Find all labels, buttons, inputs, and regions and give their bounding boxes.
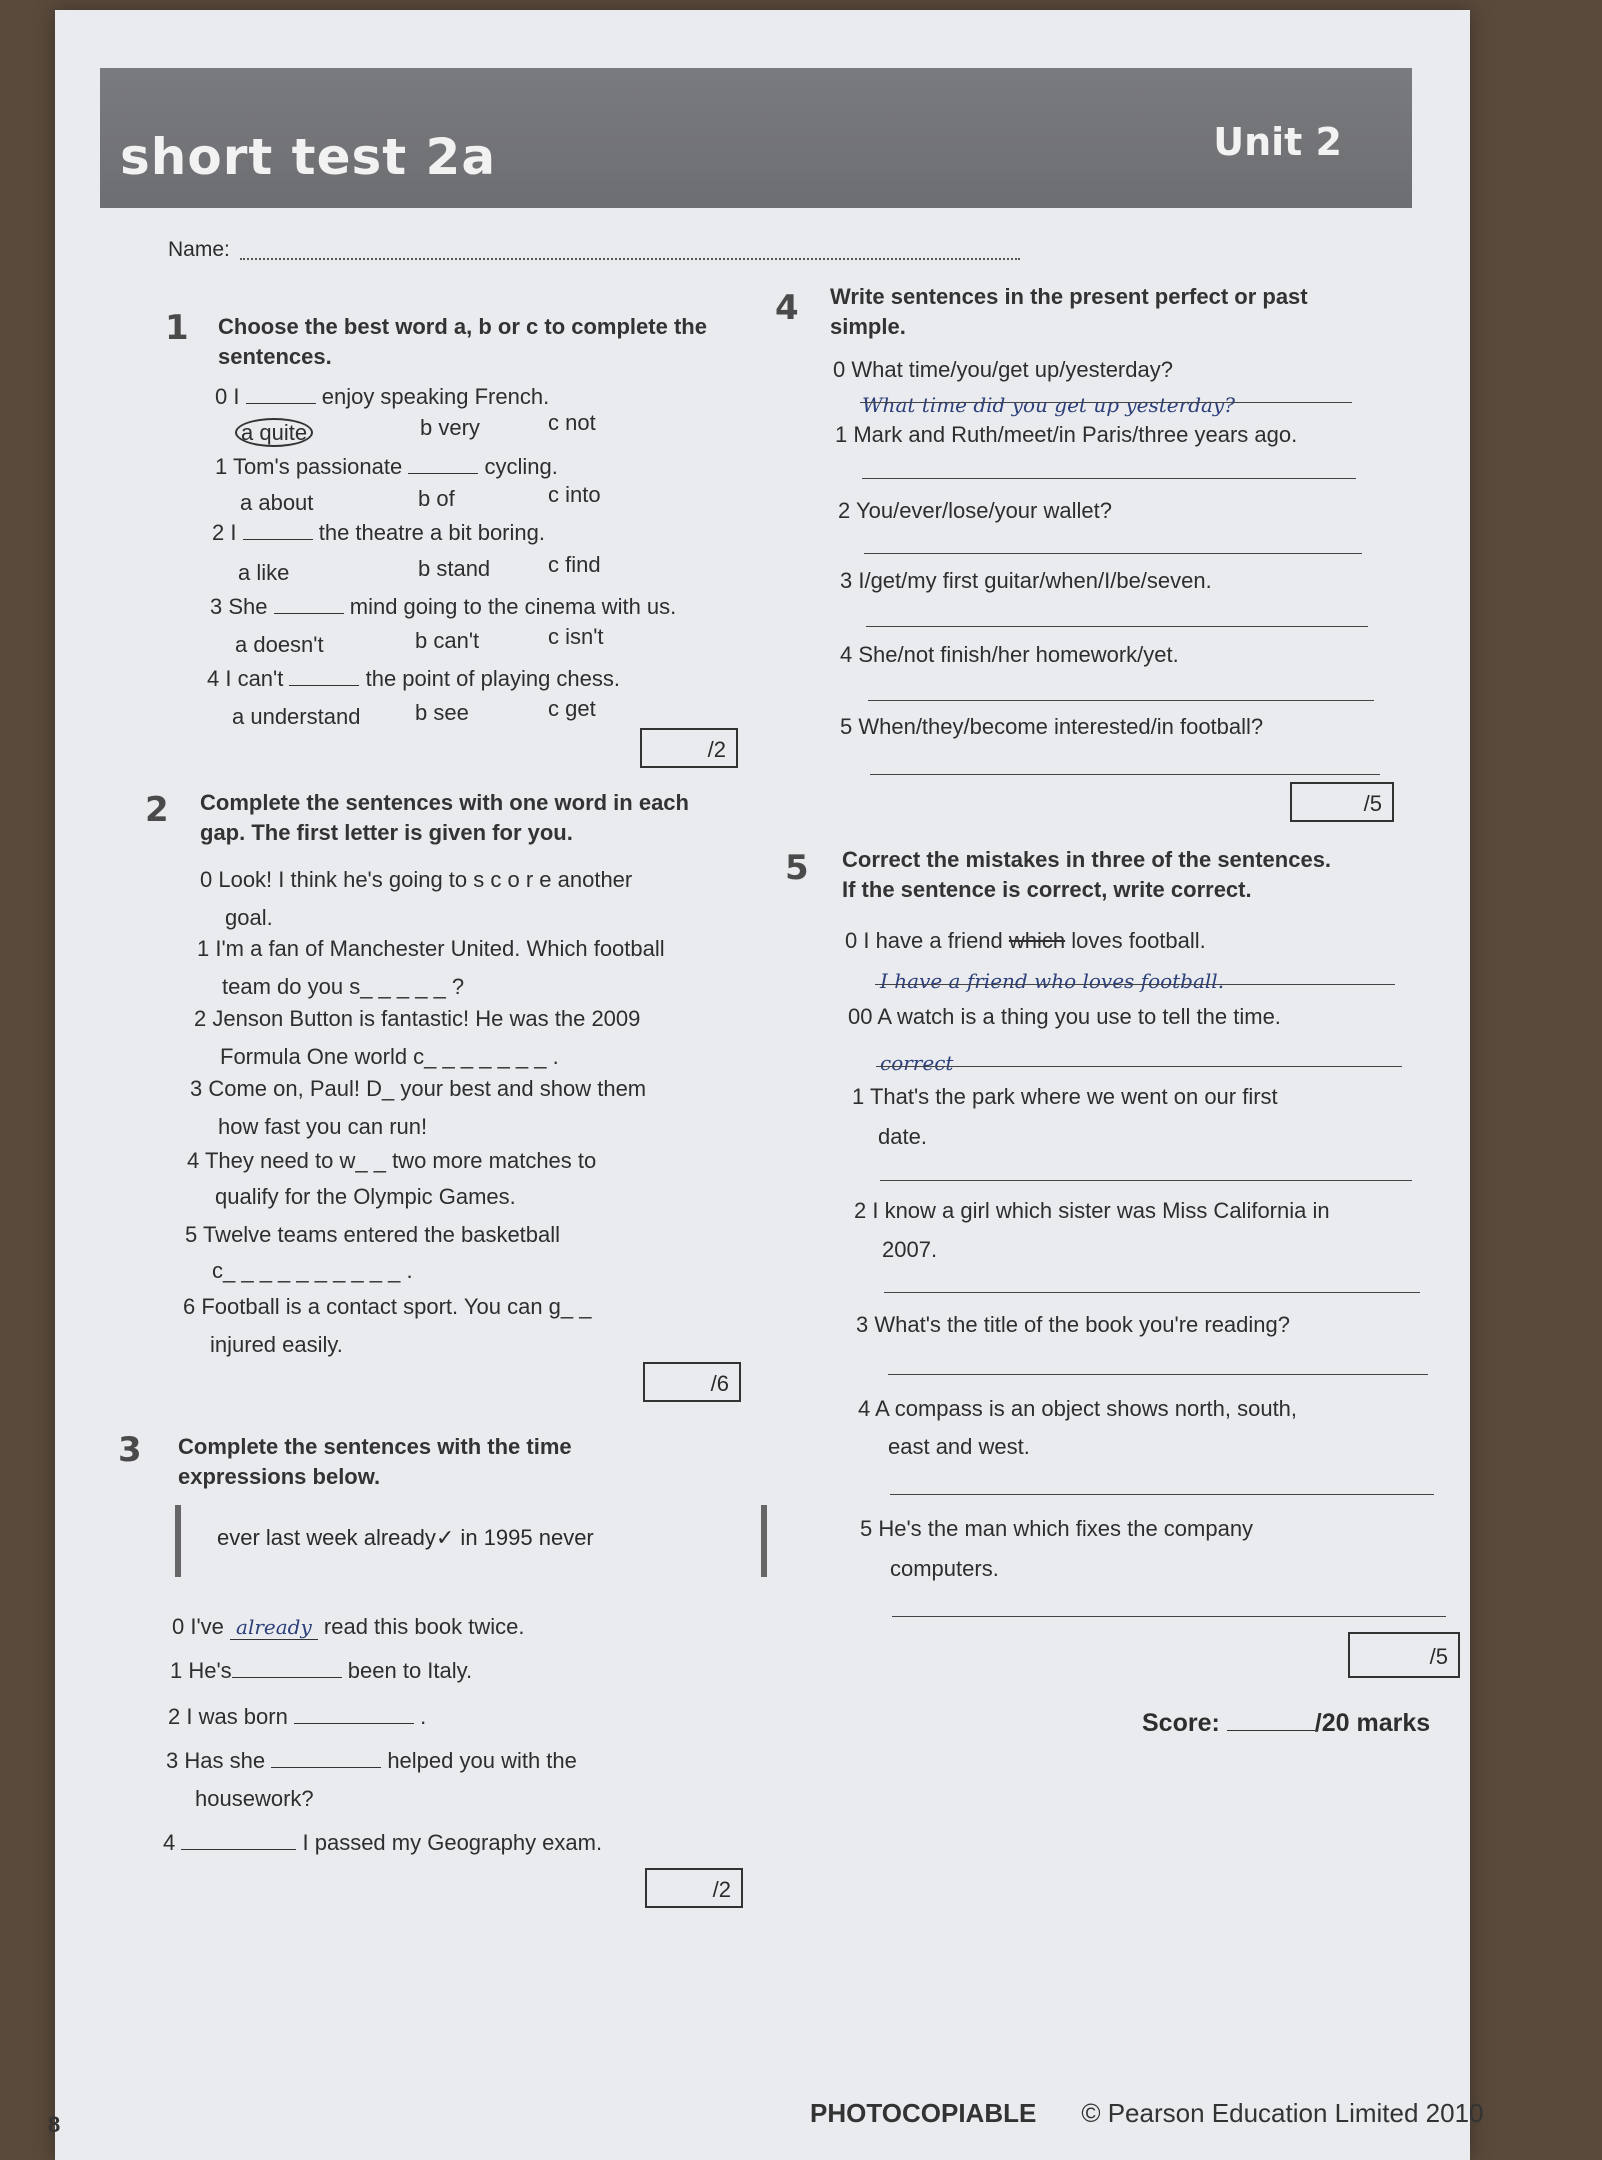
s1-item-2: 2 I the theatre a bit boring. bbox=[212, 520, 545, 545]
s4-answer-line-4[interactable] bbox=[868, 700, 1374, 701]
blank[interactable] bbox=[181, 1831, 296, 1850]
s2-line-8: 4 They need to w_ _ two more matches to bbox=[187, 1148, 597, 1173]
s4-item-0-answer: What time did you get up yesterday? bbox=[862, 393, 1235, 417]
s5-answer-line-5[interactable] bbox=[892, 1616, 1446, 1617]
word-bank-box bbox=[175, 1505, 767, 1577]
s4-item-2: 2 You/ever/lose/your wallet? bbox=[838, 498, 1112, 523]
s1-item-1-b[interactable]: b of bbox=[418, 486, 455, 511]
s5-example-00-answer: correct bbox=[880, 1051, 954, 1075]
section-2-number: 2 bbox=[145, 790, 169, 830]
blank[interactable] bbox=[274, 595, 344, 614]
blank[interactable] bbox=[246, 385, 316, 404]
name-label: Name: bbox=[168, 238, 230, 261]
s3-item-0: 0 I've already read this book twice. bbox=[172, 1614, 525, 1639]
section-4-heading: Write sentences in the present perfect or past simple. bbox=[830, 284, 1308, 339]
s1-item-0: 0 I enjoy speaking French. bbox=[215, 384, 550, 409]
s1-item-0-c[interactable]: c not bbox=[548, 410, 596, 435]
total-score-blank[interactable] bbox=[1227, 1712, 1315, 1731]
s1-item-1: 1 Tom's passionate cycling. bbox=[215, 454, 558, 479]
section-1-number: 1 bbox=[165, 308, 189, 348]
s5-answer-line-4[interactable] bbox=[890, 1494, 1434, 1495]
s2-score-box: /6 bbox=[643, 1362, 741, 1402]
section-1-heading: Choose the best word a, b or c to complete the sentences. bbox=[218, 314, 707, 369]
s2-line-9: qualify for the Olympic Games. bbox=[215, 1184, 516, 1209]
s1-item-2-c[interactable]: c find bbox=[548, 552, 601, 577]
s2-line-13: injured easily. bbox=[210, 1332, 343, 1357]
page-number: 8 bbox=[48, 2112, 61, 2137]
s1-score-box: /2 bbox=[640, 728, 738, 768]
s4-answer-line-2[interactable] bbox=[864, 553, 1362, 554]
s5-answer-line-2[interactable] bbox=[884, 1292, 1420, 1293]
s2-line-10: 5 Twelve teams entered the basketball bbox=[185, 1222, 561, 1247]
s1-item-3-a[interactable]: a doesn't bbox=[235, 632, 324, 657]
section-2-heading: Complete the sentences with one word in each gap. The first letter is given for you. bbox=[200, 790, 689, 845]
s4-answer-line-1[interactable] bbox=[862, 478, 1356, 479]
s4-item-5: 5 When/they/become interested/in football? bbox=[840, 714, 1264, 739]
s5-item-1: 1 That's the park where we went on our first bbox=[852, 1084, 1278, 1109]
s1-item-4-b[interactable]: b see bbox=[415, 700, 469, 725]
s2-line-12: 6 Football is a contact sport. You can g_ _ bbox=[183, 1294, 592, 1319]
s4-answer-line-0[interactable] bbox=[860, 402, 1352, 403]
s3-item-4: 4 I passed my Geography exam. bbox=[163, 1830, 603, 1855]
test-title: short test 2a bbox=[120, 128, 497, 186]
blank[interactable] bbox=[294, 1705, 414, 1724]
s2-line-7: how fast you can run! bbox=[218, 1114, 428, 1139]
s1-item-1-a[interactable]: a about bbox=[240, 490, 314, 515]
s3-item-2: 2 I was born . bbox=[168, 1704, 427, 1729]
section-5-heading: Correct the mistakes in three of the sentences. If the sentence is correct, write correct. bbox=[842, 847, 1332, 902]
s1-item-4-c[interactable]: c get bbox=[548, 696, 596, 721]
s1-item-2-a[interactable]: a like bbox=[238, 560, 290, 585]
s4-answer-line-3[interactable] bbox=[866, 626, 1368, 627]
s5-answer-line-00[interactable] bbox=[876, 1066, 1402, 1067]
s5-example-00: 00 A watch is a thing you use to tell the time. bbox=[848, 1004, 1281, 1029]
s5-answer-line-3[interactable] bbox=[888, 1374, 1428, 1375]
s5-item-5-cont: computers. bbox=[890, 1556, 999, 1581]
s5-item-3: 3 What's the title of the book you're reading? bbox=[856, 1312, 1290, 1337]
s5-item-2-cont: 2007. bbox=[882, 1237, 938, 1262]
s2-line-11: c_ _ _ _ _ _ _ _ _ _ . bbox=[212, 1258, 413, 1283]
s1-item-0-a[interactable]: a quite bbox=[235, 420, 313, 446]
s1-item-4: 4 I can't the point of playing chess. bbox=[207, 666, 620, 691]
s2-line-5: Formula One world c_ _ _ _ _ _ _ . bbox=[220, 1044, 559, 1069]
s4-score-box: /5 bbox=[1290, 782, 1394, 822]
word-bank: ever last week already✓ in 1995 never bbox=[217, 1525, 594, 1550]
s2-line-6: 3 Come on, Paul! D_ your best and show them bbox=[190, 1076, 647, 1101]
blank[interactable] bbox=[289, 667, 359, 686]
s2-line-1: goal. bbox=[225, 905, 273, 930]
s4-answer-line-5[interactable] bbox=[870, 774, 1380, 775]
s5-item-4-cont: east and west. bbox=[888, 1434, 1030, 1459]
section-3-number: 3 bbox=[118, 1430, 142, 1470]
section-4-number: 4 bbox=[775, 288, 799, 328]
s1-item-2-b[interactable]: b stand bbox=[418, 556, 491, 581]
s3-item-1: 1 He's been to Italy. bbox=[170, 1658, 473, 1683]
s5-example-0-answer: I have a friend who loves football. bbox=[880, 969, 1225, 993]
s3-item-3-cont: housework? bbox=[195, 1786, 314, 1811]
blank[interactable] bbox=[271, 1749, 381, 1768]
s2-line-2: 1 I'm a fan of Manchester United. Which football bbox=[197, 936, 665, 961]
s4-item-0: 0 What time/you/get up/yesterday? bbox=[833, 357, 1173, 382]
s3-item-3: 3 Has she helped you with the bbox=[166, 1748, 577, 1773]
total-score: Score: /20 marks bbox=[1142, 1709, 1431, 1737]
blank[interactable] bbox=[408, 455, 478, 474]
s2-line-4: 2 Jenson Button is fantastic! He was the 2009 bbox=[194, 1006, 641, 1031]
s1-item-3-c[interactable]: c isn't bbox=[548, 624, 604, 649]
name-field[interactable] bbox=[240, 258, 1020, 260]
s2-line-0: 0 Look! I think he's going to s c o r e another bbox=[200, 867, 633, 892]
header-banner bbox=[100, 68, 1412, 208]
s5-item-2: 2 I know a girl which sister was Miss California in bbox=[854, 1198, 1330, 1223]
s5-item-1-cont: date. bbox=[878, 1124, 927, 1149]
s4-item-4: 4 She/not finish/her homework/yet. bbox=[840, 642, 1179, 667]
s4-item-3: 3 I/get/my first guitar/when/I/be/seven. bbox=[840, 568, 1212, 593]
s5-answer-line-0[interactable] bbox=[875, 984, 1395, 985]
s4-item-1: 1 Mark and Ruth/meet/in Paris/three years ago. bbox=[835, 422, 1298, 447]
section-5-number: 5 bbox=[785, 848, 809, 888]
s1-item-3-b[interactable]: b can't bbox=[415, 628, 480, 653]
s1-item-3: 3 She mind going to the cinema with us. bbox=[210, 594, 677, 619]
s5-item-5: 5 He's the man which fixes the company bbox=[860, 1516, 1254, 1541]
s1-item-4-a[interactable]: a understand bbox=[232, 704, 361, 729]
s1-item-1-c[interactable]: c into bbox=[548, 482, 601, 507]
section-3-heading: Complete the sentences with the time expressions below. bbox=[178, 1434, 572, 1489]
s5-example-0: 0 I have a friend which loves football. bbox=[845, 928, 1206, 953]
blank[interactable] bbox=[243, 521, 313, 540]
s5-answer-line-1[interactable] bbox=[880, 1180, 1412, 1181]
s3-score-box: /2 bbox=[645, 1868, 743, 1908]
s5-item-4: 4 A compass is an object shows north, south, bbox=[858, 1396, 1298, 1421]
unit-label: Unit 2 bbox=[1213, 120, 1342, 164]
s2-line-3: team do you s_ _ _ _ _ ? bbox=[222, 974, 465, 999]
footer: PHOTOCOPIABLE © Pearson Education Limited 2010 bbox=[810, 2098, 1484, 2128]
blank[interactable] bbox=[232, 1659, 342, 1678]
s5-score-box: /5 bbox=[1348, 1632, 1460, 1678]
s1-item-0-b[interactable]: b very bbox=[420, 415, 480, 440]
